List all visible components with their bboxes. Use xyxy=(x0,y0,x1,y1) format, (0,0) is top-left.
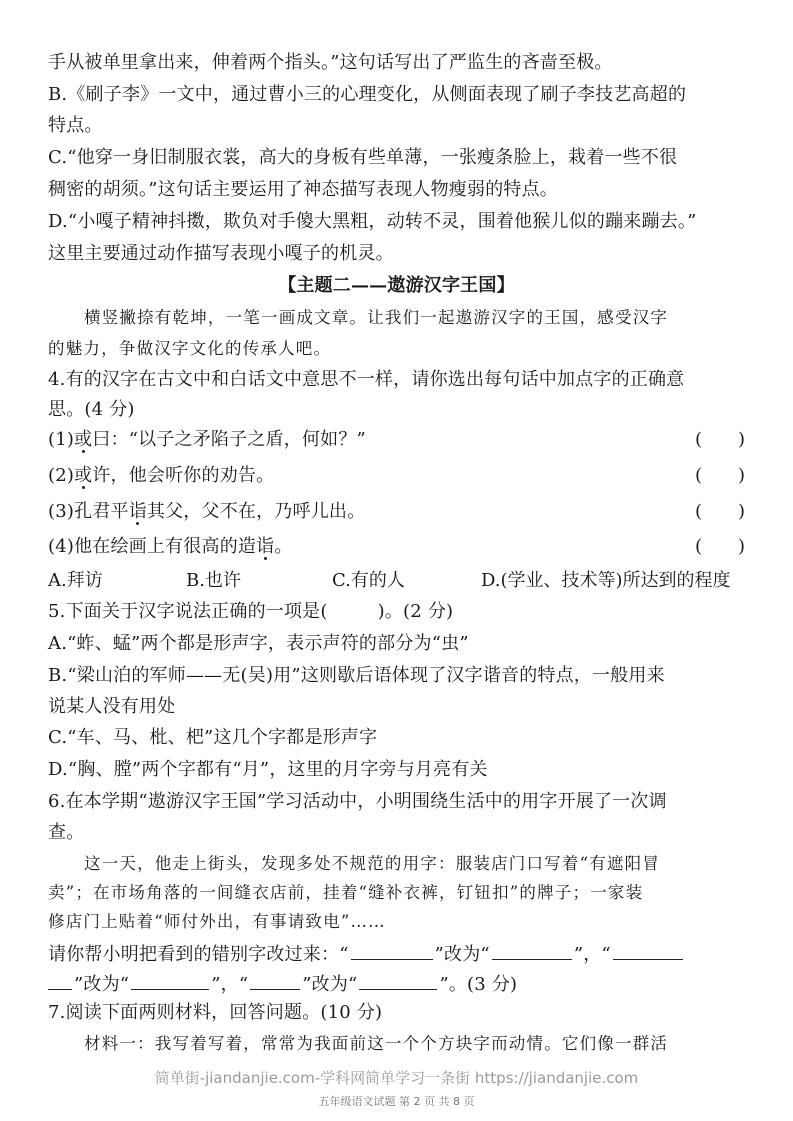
fill-text: ”改为“ xyxy=(74,974,130,995)
stem-text: )。(2 分) xyxy=(377,601,454,622)
question-5-option-a: A.“蚱、蜢”两个都是形声字，表示声符的部分为“虫” xyxy=(48,633,469,654)
fill-text: ”改为“ xyxy=(302,974,358,995)
option-b-line: B.《刷子李》一文中，通过曹小三的心理变化，从侧面表现了刷子李技艺高超的 xyxy=(48,84,687,105)
item-text: 其父，父不在，乃呼儿出。 xyxy=(146,501,366,522)
watermark-text[interactable]: 简单街-jiandanjie.com-学科网简单学习一条街 https://jiandanjie.com xyxy=(154,1069,639,1087)
dotted-char: 诣 xyxy=(128,501,147,522)
question-4-stem: 4.有的汉字在古文中和白话文中意思不一样，请你选出每句话中加点字的正确意 xyxy=(48,369,685,390)
question-5-option-b: 说某人没有用处 xyxy=(48,696,176,717)
question-5-option-d: D.“胸、膛”两个字都有“月”，这里的月字旁与月亮有关 xyxy=(48,759,488,780)
question-7-stem: 7.阅读下面两则材料，回答问题。(10 分) xyxy=(48,1002,383,1023)
question-4-item-3 xyxy=(48,497,748,527)
material-line: 材料一：我写着写着，常常为我面前这一个个方块字而动情。它们像一群活 xyxy=(84,1034,669,1053)
question-6-fill-line xyxy=(48,937,748,970)
passage-line: 卖”；在市场角落的一间缝衣店前，挂着“缝补衣裤，钉钮扣”的牌子；一家装 xyxy=(48,883,644,902)
text-line: 手从被单里拿出来，伸着两个指头。”这句话写出了严监生的吝啬至极。 xyxy=(48,52,613,73)
question-5-option-b: B.“梁山泊的军师——无(吴)用”这则歇后语体现了汉字谐音的特点，一般用来 xyxy=(48,665,665,686)
question-6-fill-line xyxy=(48,967,748,1000)
fill-text: 请你帮小明把看到的错别字改过来：“ xyxy=(48,944,349,965)
fill-blank[interactable] xyxy=(250,967,300,990)
text-line: 这里主要通过动作描写表现小嘎子的机灵。 xyxy=(48,243,394,264)
question-4-stem: 思。(4 分) xyxy=(48,399,135,420)
section-title: 【主题二——遨游汉字王国】 xyxy=(278,275,515,296)
item-text: (3)孔君平 xyxy=(48,501,129,522)
text-line: 稠密的胡须。”这句话主要运用了神态描写表现人物瘦弱的特点。 xyxy=(48,179,558,200)
question-4-item-2 xyxy=(48,461,748,491)
option-a[interactable]: A.拜访 xyxy=(48,570,103,591)
stem-text: 5.下面关于汉字说法正确的一项是( xyxy=(48,601,328,622)
item-text: (4)他在绘画上有很高的造 xyxy=(48,536,257,557)
fill-blank[interactable] xyxy=(351,937,433,960)
option-c-line: C.“他穿一身旧制服衣裳，高大的身板有些单薄，一张瘦条脸上，栽着一些不很 xyxy=(48,147,678,168)
question-5-option-c: C.“车、马、枇、杷”这几个字都是形声字 xyxy=(48,727,378,748)
item-text: 曰：“以子之矛陷子之盾，何如？” xyxy=(92,429,366,450)
fill-blank[interactable] xyxy=(48,967,72,990)
question-4-item-4 xyxy=(48,532,748,562)
question-6-stem: 查。 xyxy=(48,822,85,843)
question-6-stem: 6.在本学期“遨游汉字王国”学习活动中，小明围绕生活中的用字开展了一次调 xyxy=(48,791,667,812)
item-number: (1) xyxy=(48,429,75,450)
fill-blank[interactable] xyxy=(359,967,437,990)
answer-parenthesis[interactable]: ( ) xyxy=(694,536,745,557)
option-d[interactable]: D.(学业、技术等)所达到的程度 xyxy=(481,570,731,591)
dotted-char: 或 xyxy=(74,429,93,450)
question-5-stem xyxy=(48,597,748,627)
passage-line: 这一天，他走上街头，发现多处不规范的用字：服装店门口写着“有遮阳冒 xyxy=(84,854,661,873)
fill-text: ”。(3 分) xyxy=(439,974,518,995)
fill-text: ”，“ xyxy=(573,944,611,965)
fill-text: ”，“ xyxy=(211,974,249,995)
option-d-line: D.“小嘎子精神抖擞，欺负对手傻大黑粗，动转不灵，围着他猴儿似的蹦来蹦去。” xyxy=(48,211,697,232)
dotted-char: 诣 xyxy=(256,536,275,557)
question-4-options xyxy=(48,566,748,596)
dotted-char: 或 xyxy=(74,465,93,486)
page-footer xyxy=(0,1066,793,1114)
fill-blank[interactable] xyxy=(492,937,572,960)
item-text: 许，他会听你的劝告。 xyxy=(92,465,275,486)
item-text: 。 xyxy=(274,536,293,557)
fill-blank[interactable] xyxy=(131,967,209,990)
item-number: (2) xyxy=(48,465,75,486)
text-line: 特点。 xyxy=(48,115,103,136)
option-c[interactable]: C.有的人 xyxy=(332,570,405,591)
question-4-item-1 xyxy=(48,425,748,455)
intro-line: 横竖撇捺有乾坤，一笔一画成文章。让我们一起遨游汉字的王国，感受汉字 xyxy=(84,308,669,327)
intro-line: 的魅力，争做汉字文化的传承人吧。 xyxy=(48,339,332,358)
option-b[interactable]: B.也许 xyxy=(186,570,241,591)
answer-parenthesis[interactable]: ( ) xyxy=(694,501,745,522)
answer-parenthesis[interactable]: ( ) xyxy=(694,465,745,486)
answer-parenthesis[interactable]: ( ) xyxy=(694,429,745,450)
page-info: 五年级语文试题 第 2 页 共 8 页 xyxy=(318,1095,475,1108)
passage-line: 修店门上贴着“师付外出，有事请致电”…… xyxy=(48,912,386,931)
fill-blank[interactable] xyxy=(613,937,683,960)
fill-text: ”改为“ xyxy=(434,944,490,965)
